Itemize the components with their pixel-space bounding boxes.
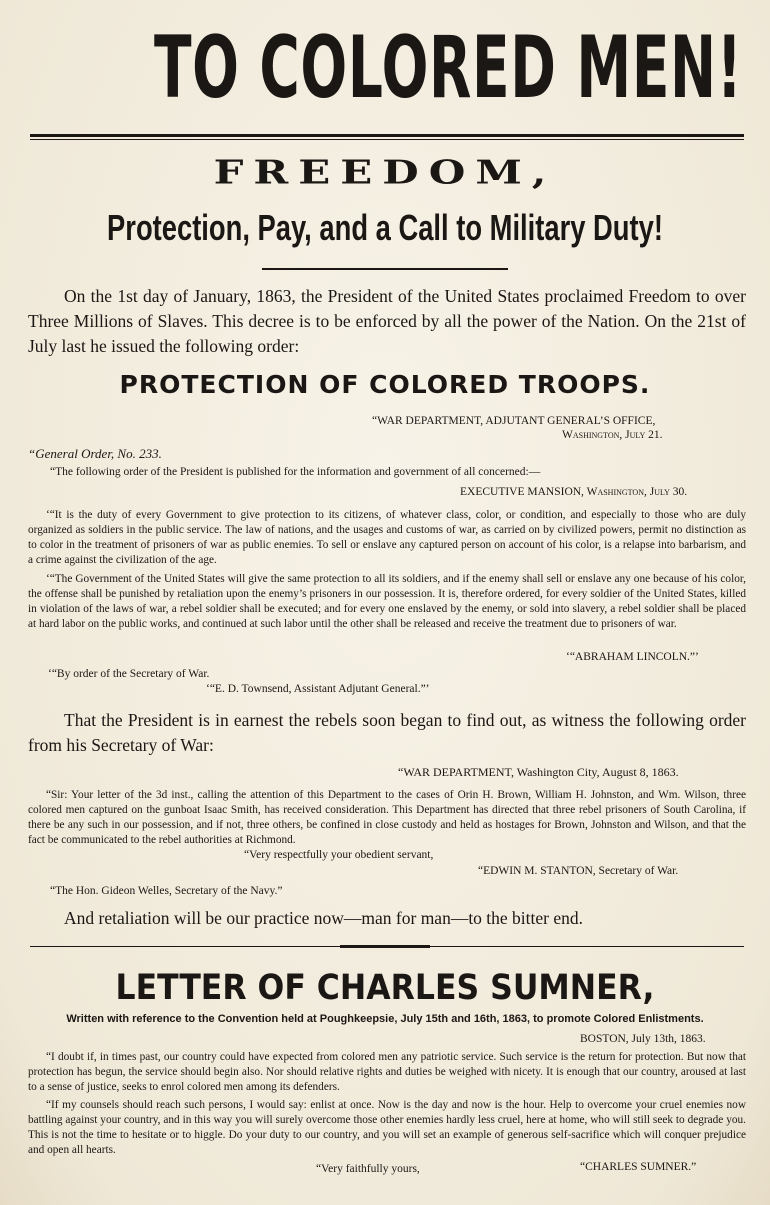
stanton-signature: “EDWIN M. STANTON, Secretary of War.: [478, 865, 679, 877]
title-rule-thick: [30, 134, 744, 137]
retaliation-line: And retaliation will be our practice now—man for man—to the bitter end.: [64, 908, 584, 928]
sir-paragraph: “Sir: Your letter of the 3d inst., calling the attention of this Department to the cases of Orin H. Brown, William H. Johnston, and Wm. Wilson, three colored men captured on the gunboat Isaac Smith, has received consideration. This Department has directed that three rebel prisoners of South Carolina, if there be any such in our possession, and if not, three others, be confined in close custody and held as hostages for Brown, Johnston and Wilson, and that the fact be communicated to the rebel authorities at Richmond.: [28, 789, 746, 846]
faithfully-line: “Very faithfully yours,: [316, 1163, 420, 1175]
sumner-subheading: Written with reference to the Convention held at Poughkeepsie, July 15th and 16th, 1863, to promote Colored Enlistments.: [66, 1013, 704, 1025]
respectfully-line: “Very respectfully your obedient servant,: [244, 849, 434, 861]
middle-paragraph: That the President is in earnest the rebels soon began to find out, as witness the following order from his Secretary of War:: [28, 710, 746, 755]
subtitle-heading: Protection, Pay, and a Call to Military Duty!: [107, 207, 663, 248]
war-dept-header-1: “WAR DEPARTMENT, ADJUTANT GENERAL’S OFFICE,: [372, 415, 656, 427]
poster-title: TO COLORED MEN!: [153, 18, 743, 118]
war-dept-header-2: Washington, July 21.: [562, 429, 663, 441]
welles-line: “The Hon. Gideon Welles, Secretary of the Navy.”: [50, 885, 283, 897]
protection-heading: PROTECTION OF COLORED TROOPS.: [119, 370, 651, 399]
executive-mansion: EXECUTIVE MANSION, Washington, July 30.: [460, 486, 688, 498]
title-rule-thin: [30, 139, 744, 140]
sumner-paragraph-1: “I doubt if, in times past, our country could have expected from colored men any patriotic service. Such service is the return for protection. But now that protection has begun, the service should begin also. Nor should relative rights and duties be weighed with nicety. It is enough that our country, aroused at last to a sense of justice, seeks to enrol colored men among its defenders.: [28, 1051, 746, 1093]
order-paragraph-1: ‘“It is the duty of every Government to give protection to its citizens, of whatever class, color, or condition, and especially to those who are duly organized as soldiers in the public service. The law of nations, and the usages and customs of war, as carried on by civilized powers, permit no distinction as to color in the treatment of prisoners of war as public enemies. To sell or enslave any captured person on account of his color, is a relapse into barbarism, and a crime against the civilization of the age.: [28, 509, 746, 566]
ornamental-divider-2-center: [340, 945, 430, 948]
order-paragraph-2: ‘“The Government of the United States will give the same protection to all its soldiers, and if the enemy shall sell or enslave any one because of his color, the offense shall be punished by retaliation upon the enemy’s prisoners in our possession. It is, therefore ordered, for every soldier of the United States, killed in violation of the laws of war, a rebel soldier shall be executed; and for every one enslaved by the enemy, or sold into slavery, a rebel soldier shall be placed at hard labor on the public works, and continued at such labor until the other shall be released and receive the treatment due to prisoners of war.: [28, 573, 746, 630]
lincoln-signature: ‘“ABRAHAM LINCOLN.”’: [566, 651, 699, 663]
war-dept-header-3: “WAR DEPARTMENT, Washington City, August 8, 1863.: [398, 765, 679, 779]
intro-paragraph: On the 1st day of January, 1863, the President of the United States proclaimed Freedom to over Three Millions of Slaves. This decree is to be enforced by all the power of the Nation. On the 21st of July last he issued the following order:: [28, 286, 746, 356]
by-order-line: ‘“By order of the Secretary of War.: [48, 668, 210, 680]
ornamental-divider-1: [262, 268, 508, 270]
freedom-heading: FREEDOM,: [213, 153, 557, 192]
townsend-signature: ‘“E. D. Townsend, Assistant Adjutant General.”’: [206, 683, 430, 695]
boston-date: BOSTON, July 13th, 1863.: [580, 1033, 706, 1045]
sumner-heading: LETTER OF CHARLES SUMNER,: [115, 968, 655, 1008]
sumner-signature: “CHARLES SUMNER.”: [580, 1161, 697, 1173]
order-intro: “The following order of the President is published for the information and government of all concerned:—: [50, 466, 541, 478]
sumner-paragraph-2: “If my counsels should reach such persons, I would say: enlist at once. Now is the day and now is the hour. Help to overcome your cruel enemies now battling against your country, and in this way you will surely overcome those other enemies hardly less cruel, here at home, who will still seek to degrade you. This is not the time to hesitate or to higgle. Do your duty to our country, and you will set an example of generous self-sacrifice which will conquer prejudice and open all hearts.: [28, 1099, 746, 1156]
general-order: “General Order, No. 233.: [28, 446, 162, 461]
